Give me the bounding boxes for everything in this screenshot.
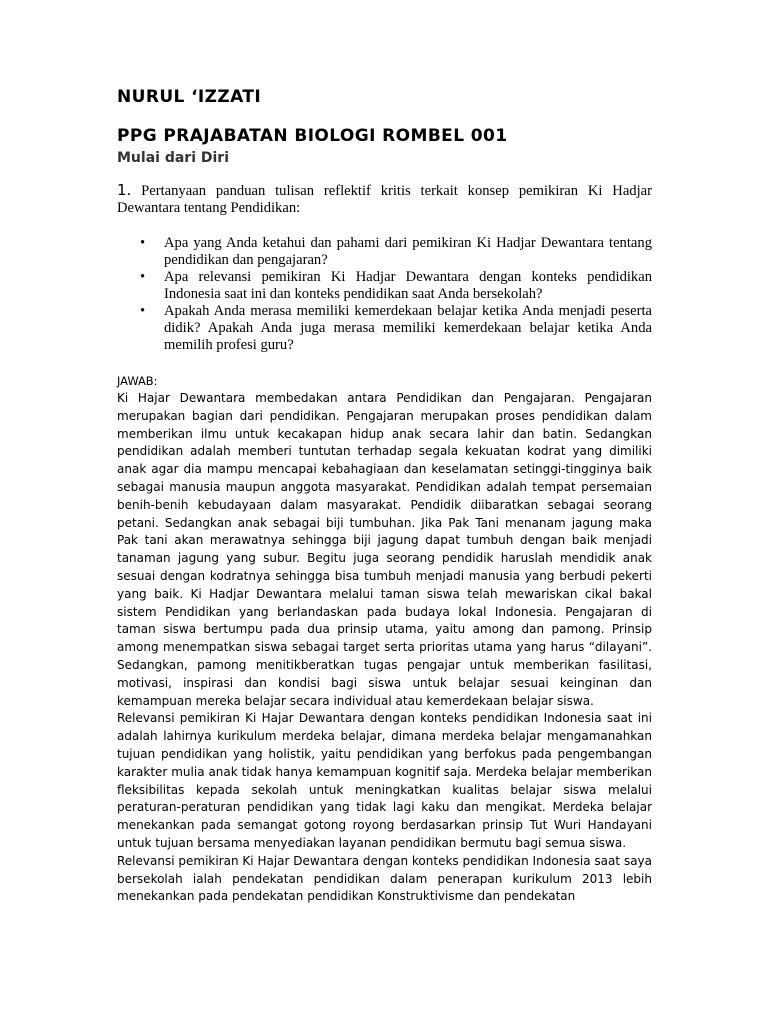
document-page [117,85,652,906]
answer-paragraph: Relevansi pemikiran Ki Hajar Dewantara dengan konteks pendidikan Indonesia saat saya bersekolah ialah pendekatan pendidikan dalam penerapan kurikulum 2013 lebih menekankan pada pendekatan pendidikan Konstruktivisme dan pendekatan [117,853,652,904]
question-intro [117,182,652,217]
answer-paragraph: Ki Hajar Dewantara membedakan antara Pendidikan dan Pengajaran. Pengajaran merupakan bagian dari pendidikan. Pengajaran merupakan proses pendidikan dalam memberikan ilmu untuk kecakapan hidup anak secara lahir dan batin. Sedangkan pendidikan adalah memberi tuntutan terhadap segala kekuatan kodrat yang dimiliki anak agar dia mampu mencapai kebahagiaan dan keselamatan setinggi-tingginya baik sebagai manusia maupun anggota masyarakat. Pendidikan adalah tempat persemaian benih-benih kebudayaan dalam masyarakat. Pendidik diibaratkan sebagai seorang petani. Sedangkan anak sebagai biji tumbuhan. Jika Pak Tani menanam jagung maka Pak tani akan merawatnya sehingga biji jagung dapat tumbuh dengan baik menjadi tanaman jagung yang subur. Begitu juga seorang pendidik haruslah mendidik anak sesuai dengan kodratnya sehingga bisa tumbuh menjadi manusia yang berbudi pekerti yang baik. Ki Hadjar Dewantara melalui taman siswa telah mewariskan cikal bakal sistem Pendidikan yang berlandaskan pada budaya lokal Indonesia. Pengajaran di taman siswa bertumpu pada dua prinsip utama, yaitu among dan pamong. Prinsip among menempatkan siswa sebagai target serta prioritas utama yang harus “dilayani”. Sedangkan, pamong menitikberatkan tugas pengajar untuk memberikan fasilitasi, motivasi, inspirasi dan kondisi bagi siswa untuk belajar sesuai keinginan dan kemampuan mereka belajar secara individual atau kemerdekaan belajar siswa. [117,391,652,708]
document-subtitle: Mulai dari Diri [117,150,229,166]
list-item-text: Apa yang Anda ketahui dan pahami dari pemikiran Ki Hadjar Dewantara tentang pendidikan dan pengajaran? [164,235,652,268]
document-title: PPG PRAJABATAN BIOLOGI ROMBEL 001 [117,126,508,146]
list-item [140,235,652,269]
bullet-icon: • [140,269,146,285]
question-list [117,235,652,354]
list-item [140,303,652,354]
list-item-text: Apakah Anda merasa memiliki kemerdekaan belajar ketika Anda menjadi peserta didik? Apakah Anda juga merasa memiliki kemerdekaan belajar ketika Anda memilih profesi guru? [164,303,652,353]
author-name: NURUL ‘IZZATI [117,87,262,107]
list-item-text: Apa relevansi pemikiran Ki Hadjar Dewantara dengan konteks pendidikan Indonesia saat ini dan konteks pendidikan saat Anda bersekolah? [164,269,652,302]
bullet-icon: • [140,235,146,251]
answer-label: JAWAB: [117,374,158,388]
list-item [140,269,652,303]
question-number: 1. [117,181,132,199]
bullet-icon: • [140,303,146,319]
answer-paragraph: Relevansi pemikiran Ki Hajar Dewantara dengan konteks pendidikan Indonesia saat ini adalah lahirnya kurikulum merdeka belajar, dimana merdeka belajar mengamanahkan tujuan pendidikan yang holistik, yaitu pendidikan yang berfokus pada pengembangan karakter mulia anak tidak hanya kemampuan kognitif saja. Merdeka belajar memberikan fleksibilitas kepada sekolah untuk meningkatkan kualitas belajar siswa melalui peraturan-peraturan pendidikan yang tidak lagi kaku dan mengikat. Merdeka belajar menekankan pada semangat gotong royong berdasarkan prinsip Tut Wuri Handayani untuk tujuan bersama menyediakan layanan pendidikan bermutu bagi semua siswa. [117,711,652,850]
question-intro-text: Pertanyaan panduan tulisan reflektif kritis terkait konsep pemikiran Ki Hadjar Dewantara tentang Pendidikan: [117,183,652,216]
